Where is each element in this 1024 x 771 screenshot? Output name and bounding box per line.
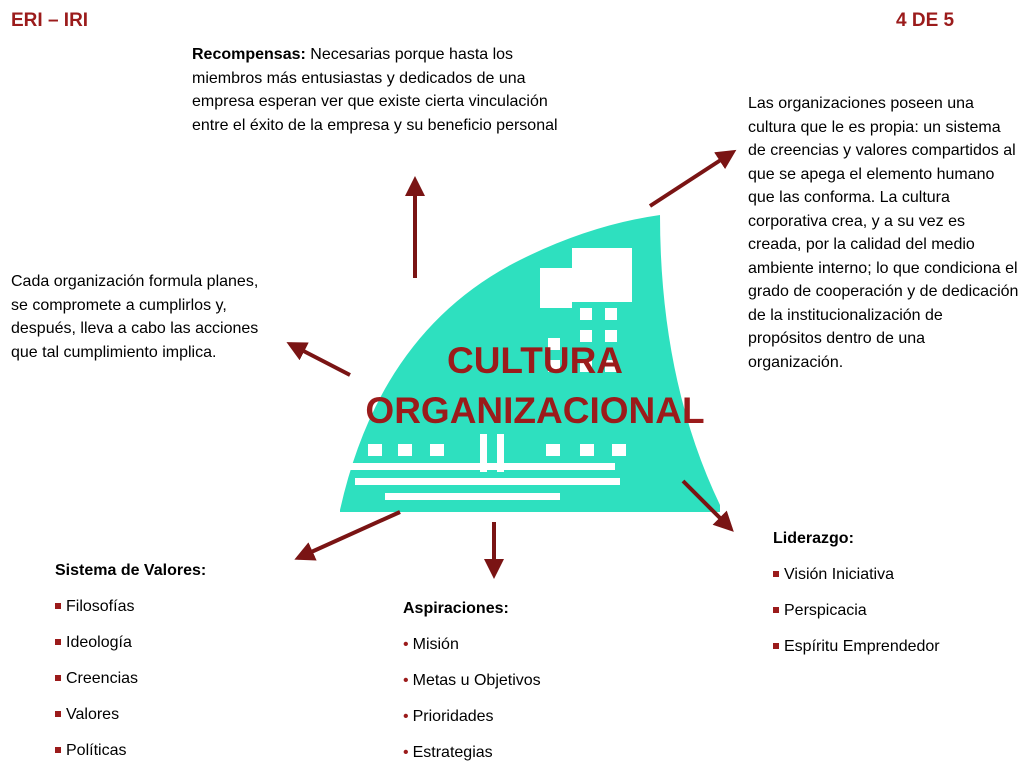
center-title-line2: ORGANIZACIONAL [365, 390, 705, 431]
center-title [320, 336, 750, 436]
list-item-label: Valores [66, 706, 120, 723]
recompensas-text: Necesarias porque hasta los miembros más entusiastas y dedicados de una empresa esperan ver que existe cierta vinculación entre el éxito de la empresa y su beneficio personal [192, 46, 558, 134]
dot-bullet-icon: • [403, 636, 409, 653]
list-item-label: Perspicacia [784, 602, 867, 619]
list-item-label: Políticas [66, 742, 127, 759]
center-title-line1: CULTURA [446, 340, 624, 381]
dot-bullet-icon: • [403, 672, 409, 689]
square-bullet-icon [55, 711, 61, 717]
square-bullet-icon [773, 643, 779, 649]
arrow-upper-right [650, 152, 733, 206]
list-item [55, 733, 206, 769]
list-item-label: Metas u Objetivos [412, 672, 541, 689]
liderazgo-list [773, 557, 940, 665]
arrow-lower-left [298, 512, 400, 558]
sistema-valores-title: Sistema de Valores: [55, 562, 207, 579]
list-item [403, 627, 541, 663]
square-bullet-icon [773, 571, 779, 577]
header-left-title: ERI – IRI [11, 10, 89, 31]
aspiraciones-block [403, 591, 541, 771]
square-bullet-icon [773, 607, 779, 613]
square-bullet-icon [55, 675, 61, 681]
list-item-label: Visión Iniciativa [784, 566, 894, 583]
list-item-label: Prioridades [412, 708, 494, 725]
list-item [403, 699, 541, 735]
list-item [773, 593, 940, 629]
sistema-valores-list [55, 589, 206, 769]
recompensas-block [192, 43, 577, 137]
list-item [55, 697, 206, 733]
square-bullet-icon [55, 639, 61, 645]
list-item [773, 629, 940, 665]
organizaciones-description: Las organizaciones poseen una cultura que le es propia: un sistema de creencias y valores compartidos al que se apega el elemento humano que las conforma. La cultura corporativa crea, y a su vez es creada, por la calidad del medio ambiente interno; lo que condiciona el grado de cooperación y de dedicación de la institucionalización de propósitos dentro de una organización. [748, 95, 1019, 371]
aspiraciones-title: Aspiraciones: [403, 600, 509, 617]
page-number: 4 DE 5 [896, 10, 955, 31]
square-bullet-icon [55, 603, 61, 609]
list-item [773, 557, 940, 593]
list-item-label: Espíritu Emprendedor [784, 638, 940, 655]
sistema-valores-block [55, 553, 206, 769]
square-bullet-icon [55, 747, 61, 753]
aspiraciones-list [403, 627, 541, 771]
list-item [403, 663, 541, 699]
dot-bullet-icon: • [403, 708, 409, 725]
recompensas-label: Recompensas: [192, 46, 306, 63]
liderazgo-title: Liderazgo: [773, 530, 854, 547]
planes-description: Cada organización formula planes, se compromete a cumplirlos y, después, lleva a cabo las acciones que tal cumplimiento implica. [11, 273, 259, 361]
list-item-label: Creencias [66, 670, 139, 687]
list-item-label: Ideología [66, 634, 132, 651]
list-item-label: Misión [412, 636, 459, 653]
list-item-label: Filosofías [66, 598, 135, 615]
list-item [403, 735, 541, 771]
list-item [55, 661, 206, 697]
liderazgo-block [773, 521, 940, 665]
list-item [55, 625, 206, 661]
list-item [55, 589, 206, 625]
dot-bullet-icon: • [403, 744, 409, 761]
list-item-label: Estrategias [412, 744, 493, 761]
